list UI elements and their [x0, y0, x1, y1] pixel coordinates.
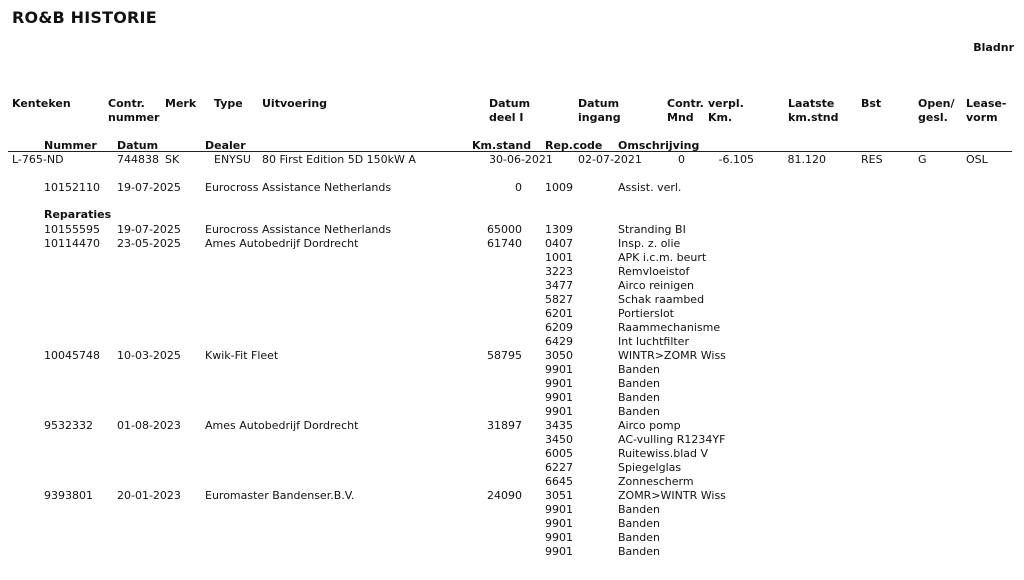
header-kmstand: Km.stand [472, 139, 532, 152]
repair-record-4-repair-description: Airco pomp [618, 419, 681, 432]
header-contr-nummer: Contr. nummer [108, 97, 160, 124]
repair-record-2-dealer: Ames Autobedrijf Dordrecht [205, 237, 359, 250]
repair-record-4-repair-code: 3435 [545, 419, 573, 432]
repair-record-2-repair-code: 0407 [545, 237, 573, 250]
repair-record-5-repair-code: 9901 [545, 531, 573, 544]
repair-record-3-repair-description: Banden [618, 391, 660, 404]
header-datum: Datum [117, 139, 159, 152]
assist-record-datum: 19-07-2025 [117, 181, 181, 194]
repair-record-5-repair-code: 9901 [545, 545, 573, 558]
vehicle-contract-months: 0 [678, 153, 685, 166]
repair-record-2-repair-code: 3477 [545, 279, 573, 292]
repair-record-4-datum: 01-08-2023 [117, 419, 181, 432]
repair-record-3-repair-code: 9901 [545, 391, 573, 404]
repair-record-3-repair-description: Banden [618, 405, 660, 418]
repair-record-2-datum: 23-05-2025 [117, 237, 181, 250]
repair-record-4-repair-code: 6227 [545, 461, 573, 474]
header-repcode: Rep.code [545, 139, 603, 152]
repair-record-2-kmstand: 61740 [487, 237, 522, 250]
repair-record-1-kmstand: 65000 [487, 223, 522, 236]
vehicle-type: ENYSU [214, 153, 251, 166]
repair-record-1-repair-code: 1309 [545, 223, 573, 236]
repair-record-2-repair-description: Int luchtfilter [618, 335, 689, 348]
repair-record-3-repair-code: 9901 [545, 363, 573, 376]
repair-record-1-repair-description: Stranding BI [618, 223, 686, 236]
repair-record-2-repair-description: Remvloeistof [618, 265, 690, 278]
vehicle-verpl-km: -6.105 [718, 153, 754, 166]
repair-record-4-kmstand: 31897 [487, 419, 522, 432]
repair-record-2-repair-code: 5827 [545, 293, 573, 306]
repair-record-5-repair-code: 3051 [545, 489, 573, 502]
header-dealer: Dealer [205, 139, 246, 152]
repair-record-5-repair-description: Banden [618, 531, 660, 544]
repair-record-3-kmstand: 58795 [487, 349, 522, 362]
repair-record-4-repair-description: AC-vulling R1234YF [618, 433, 726, 446]
vehicle-open-gesl: G [918, 153, 927, 166]
repair-record-5-datum: 20-01-2023 [117, 489, 181, 502]
header-uitvoering: Uitvoering [262, 97, 328, 110]
header-open-gesl: Open/ gesl. [918, 97, 955, 124]
repair-record-4-repair-code: 6005 [545, 447, 573, 460]
page-number-label: Bladnr [973, 41, 1014, 54]
assist-record-nummer: 10152110 [44, 181, 100, 194]
header-divider [8, 151, 1012, 152]
repair-record-5-repair-description: Banden [618, 517, 660, 530]
vehicle-uitvoering: 80 First Edition 5D 150kW A [262, 153, 416, 166]
repair-record-3-dealer: Kwik-Fit Fleet [205, 349, 279, 362]
repair-record-2-repair-code: 6209 [545, 321, 573, 334]
repair-record-1-dealer: Eurocross Assistance Netherlands [205, 223, 392, 236]
vehicle-datum-deel: 30-06-2021 [489, 153, 553, 166]
repair-record-2-repair-description: Airco reinigen [618, 279, 694, 292]
repair-record-5-repair-description: Banden [618, 545, 660, 558]
section-label-reparaties: Reparaties [44, 208, 112, 221]
header-omschrijving: Omschrijving [618, 139, 700, 152]
assist-record-dealer: Eurocross Assistance Netherlands [205, 181, 392, 194]
repair-record-4-dealer: Ames Autobedrijf Dordrecht [205, 419, 359, 432]
repair-record-3-repair-description: WINTR>ZOMR Wiss [618, 349, 726, 362]
vehicle-merk: SK [165, 153, 180, 166]
header-laatste-km: Laatste km.stnd [788, 97, 839, 124]
header-datum-deel: Datum deel I [489, 97, 531, 124]
repair-record-5-repair-code: 9901 [545, 517, 573, 530]
repair-record-2-repair-code: 6429 [545, 335, 573, 348]
repair-record-5-repair-description: ZOMR>WINTR Wiss [618, 489, 726, 502]
vehicle-kenteken: L-765-ND [12, 153, 64, 166]
assist-record-repair-description: Assist. verl. [618, 181, 682, 194]
vehicle-laatste-km: 81.120 [787, 153, 826, 166]
repair-record-5-kmstand: 24090 [487, 489, 522, 502]
assist-record-kmstand: 0 [515, 181, 522, 194]
repair-record-3-repair-code: 3050 [545, 349, 573, 362]
repair-record-2-repair-code: 3223 [545, 265, 573, 278]
header-type: Type [214, 97, 243, 110]
repair-record-3-repair-code: 9901 [545, 405, 573, 418]
repair-record-2-repair-description: Portierslot [618, 307, 674, 320]
repair-record-3-datum: 10-03-2025 [117, 349, 181, 362]
repair-record-3-repair-description: Banden [618, 377, 660, 390]
page-title: RO&B HISTORIE [12, 8, 157, 27]
repair-record-2-repair-description: Raammechanisme [618, 321, 721, 334]
repair-record-2-repair-description: Insp. z. olie [618, 237, 681, 250]
repair-record-4-nummer: 9532332 [44, 419, 93, 432]
repair-record-4-repair-description: Spiegelglas [618, 461, 682, 474]
header-nummer: Nummer [44, 139, 97, 152]
header-lease-vorm: Lease- vorm [966, 97, 1007, 124]
repair-record-5-nummer: 9393801 [44, 489, 93, 502]
repair-record-1-nummer: 10155595 [44, 223, 100, 236]
repair-record-4-repair-code: 6645 [545, 475, 573, 488]
header-kenteken: Kenteken [12, 97, 71, 110]
repair-record-5-repair-code: 9901 [545, 503, 573, 516]
repair-record-2-nummer: 10114470 [44, 237, 100, 250]
assist-record-repair-code: 1009 [545, 181, 573, 194]
header-contr-mnd: Contr. Mnd [667, 97, 704, 124]
repair-record-2-repair-code: 6201 [545, 307, 573, 320]
repair-record-1-datum: 19-07-2025 [117, 223, 181, 236]
repair-record-4-repair-description: Ruitewiss.blad V [618, 447, 709, 460]
repair-record-5-repair-description: Banden [618, 503, 660, 516]
repair-record-3-repair-code: 9901 [545, 377, 573, 390]
repair-record-4-repair-code: 3450 [545, 433, 573, 446]
header-datum-ingang: Datum ingang [578, 97, 621, 124]
repair-record-2-repair-description: Schak raambed [618, 293, 705, 306]
repair-record-5-dealer: Euromaster Bandenser.B.V. [205, 489, 355, 502]
repair-record-3-repair-description: Banden [618, 363, 660, 376]
header-bst: Bst [861, 97, 882, 110]
vehicle-lease-vorm: OSL [966, 153, 988, 166]
header-verpl-km: verpl. Km. [708, 97, 744, 124]
header-merk: Merk [165, 97, 197, 110]
repair-record-2-repair-code: 1001 [545, 251, 573, 264]
repair-record-2-repair-description: APK i.c.m. beurt [618, 251, 707, 264]
vehicle-datum-ingang: 02-07-2021 [578, 153, 642, 166]
repair-record-3-nummer: 10045748 [44, 349, 100, 362]
vehicle-bst: RES [861, 153, 883, 166]
repair-record-4-repair-description: Zonnescherm [618, 475, 694, 488]
vehicle-contract-number: 744838 [117, 153, 159, 166]
